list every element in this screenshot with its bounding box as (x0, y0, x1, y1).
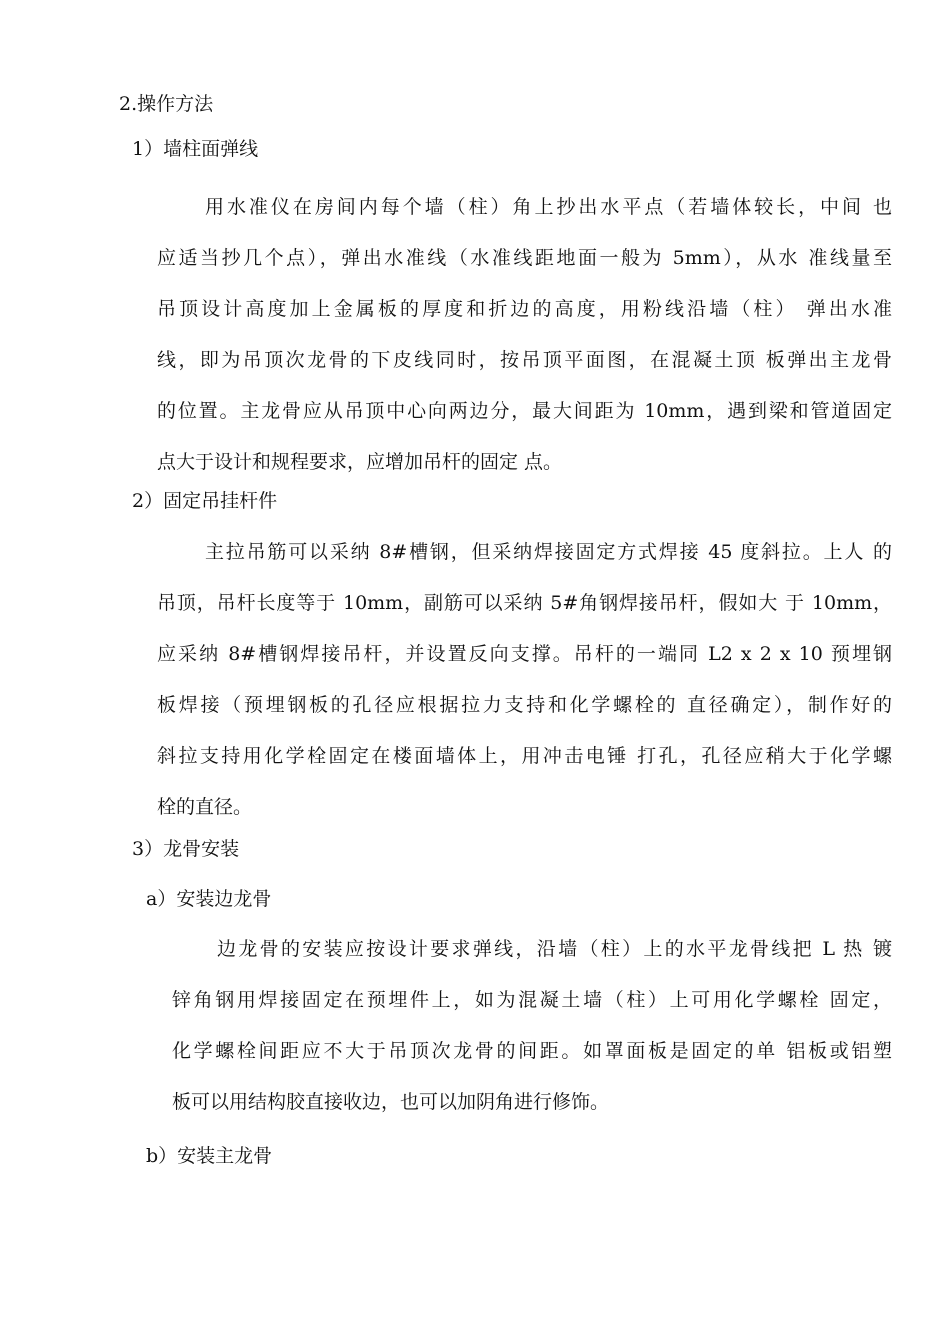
paragraph-hangers (157, 527, 892, 833)
subsection-heading-wall-lines: 1）墙柱面弹线 (132, 138, 259, 160)
paragraph-line: 吊顶设计高度加上金属板的厚度和折边的高度，用粉线沿墙（柱） 弹出水准 (157, 298, 892, 320)
item-heading-main-keel: b）安装主龙骨 (146, 1145, 273, 1167)
section-title: 2.操作方法 (119, 93, 214, 115)
paragraph-line: 应适当抄几个点），弹出水准线（水准线距地面一般为 5mm），从水 准线量至 (157, 247, 892, 269)
paragraph-line: 边龙骨的安装应按设计要求弹线，沿墙（柱）上的水平龙骨线把 L 热 镀 (217, 938, 892, 960)
paragraph-line: 线，即为吊顶次龙骨的下皮线同时，按吊顶平面图，在混凝土顶 板弹出主龙骨 (157, 349, 892, 371)
paragraph-line: 主拉吊筋可以采纳 8#槽钢，但采纳焊接固定方式焊接 45 度斜拉。上人 的 (205, 541, 892, 563)
subsection-heading-hangers: 2）固定吊挂杆件 (132, 490, 278, 512)
paragraph-line: 吊顶，吊杆长度等于 10mm，副筋可以采纳 5#角钢焊接吊杆，假如大 于 10mm， (157, 592, 892, 614)
paragraph-line: 斜拉支持用化学栓固定在楼面墙体上，用冲击电锤 打孔，孔径应稍大于化学螺 (157, 745, 892, 767)
subsection-heading-keel-install: 3）龙骨安装 (132, 838, 240, 860)
paragraph-line: 栓的直径。 (157, 796, 253, 818)
paragraph-line: 板可以用结构胶直接收边，也可以加阴角进行修饰。 (172, 1091, 610, 1113)
paragraph-line: 锌角钢用焊接固定在预埋件上，如为混凝土墙（柱）上可用化学螺栓 固定， (172, 989, 892, 1011)
paragraph-wall-lines (157, 182, 892, 488)
paragraph-line: 用水准仪在房间内每个墙（柱）角上抄出水平点（若墙体较长，中间 也 (205, 196, 892, 218)
paragraph-line: 的位置。主龙骨应从吊顶中心向两边分，最大间距为 10mm，遇到梁和管道固定 (157, 400, 892, 422)
paragraph-edge-keel (172, 924, 892, 1128)
paragraph-line: 应采纳 8#槽钢焊接吊杆，并设置反向支撑。吊杆的一端同 L2 x 2 x 10 预埋钢 (157, 643, 892, 665)
paragraph-line: 点大于设计和规程要求，应增加吊杆的固定 点。 (157, 451, 563, 473)
paragraph-line: 板焊接（预埋钢板的孔径应根据拉力支持和化学螺栓的 直径确定），制作好的 (157, 694, 892, 716)
paragraph-line: 化学螺栓间距应不大于吊顶次龙骨的间距。如罩面板是固定的单 铝板或铝塑 (172, 1040, 892, 1062)
item-heading-edge-keel: a）安装边龙骨 (146, 888, 272, 910)
